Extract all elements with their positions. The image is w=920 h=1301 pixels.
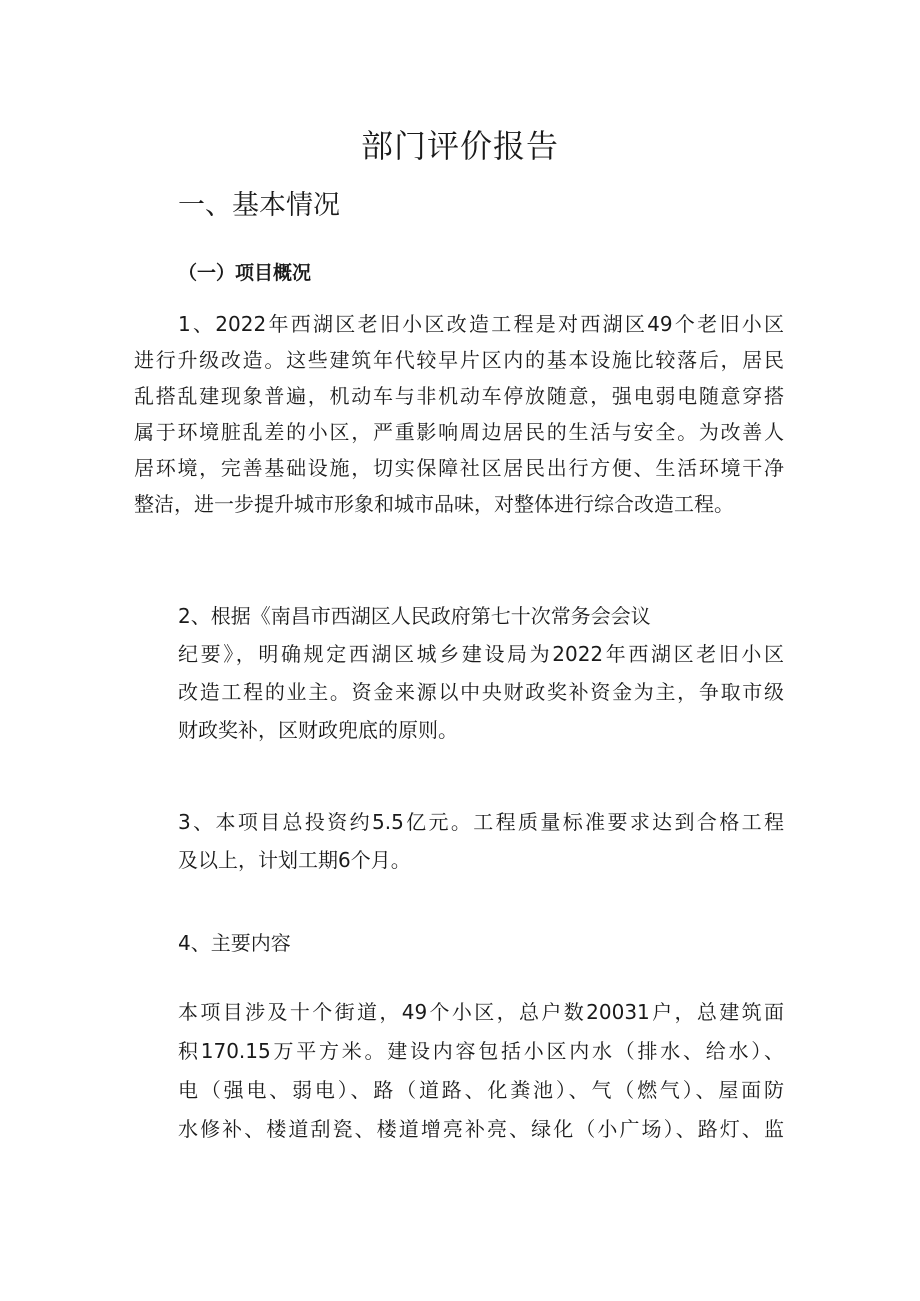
- paragraph-line: 积170.15万平方米。建设内容包括小区内水（排水、给水）、: [178, 1039, 784, 1063]
- paragraph-line: 及以上，计划工期6个月。: [178, 848, 411, 872]
- paragraph-line: 电（强电、弱电）、路（道路、化粪池）、气（燃气）、屋面防: [178, 1078, 784, 1102]
- paragraph-line: 2、根据《南昌市西湖区人民政府第七十次常务会会议: [178, 604, 651, 628]
- subsection-heading: （一）项目概况: [178, 262, 312, 284]
- paragraph-line: 本项目涉及十个街道，49个小区，总户数20031户，总建筑面: [178, 1000, 784, 1024]
- paragraph-line: 3、本项目总投资约5.5亿元。工程质量标准要求达到合格工程: [178, 810, 784, 834]
- paragraph-line: 进行升级改造。这些建筑年代较早片区内的基本设施比较落后，居民: [134, 348, 784, 372]
- paragraph-main-content-heading: [134, 925, 784, 961]
- section-heading: 一、基本情况: [178, 190, 340, 221]
- paragraph-line: 纪要》，明确规定西湖区城乡建设局为2022年西湖区老旧小区: [178, 642, 784, 666]
- paragraph-line: 财政奖补，区财政兜底的原则。: [178, 718, 458, 742]
- paragraph-line: 整洁，进一步提升城市形象和城市品味，对整体进行综合改造工程。: [134, 492, 734, 516]
- paragraph-line: 水修补、楼道刮瓷、楼道增亮补亮、绿化（小广场）、路灯、监: [178, 1117, 784, 1141]
- paragraph-line: 属于环境脏乱差的小区，严重影响周边居民的生活与安全。为改善人: [134, 420, 784, 444]
- paragraph-investment: [134, 803, 784, 879]
- paragraph-basis: [134, 597, 784, 749]
- paragraph-main-content: [134, 993, 784, 1149]
- paragraph-line: 乱搭乱建现象普遍，机动车与非机动车停放随意，强电弱电随意穿搭: [134, 384, 784, 408]
- page-title: 部门评价报告: [360, 127, 559, 165]
- paragraph-line: 居环境，完善基础设施，切实保障社区居民出行方便、生活环境干净: [134, 456, 784, 480]
- paragraph-line: 1、2022年西湖区老旧小区改造工程是对西湖区49个老旧小区: [178, 312, 784, 336]
- paragraph-project-overview: [134, 306, 784, 522]
- paragraph-line: 4、主要内容: [178, 931, 291, 955]
- paragraph-line: 改造工程的业主。资金来源以中央财政奖补资金为主，争取市级: [178, 680, 784, 704]
